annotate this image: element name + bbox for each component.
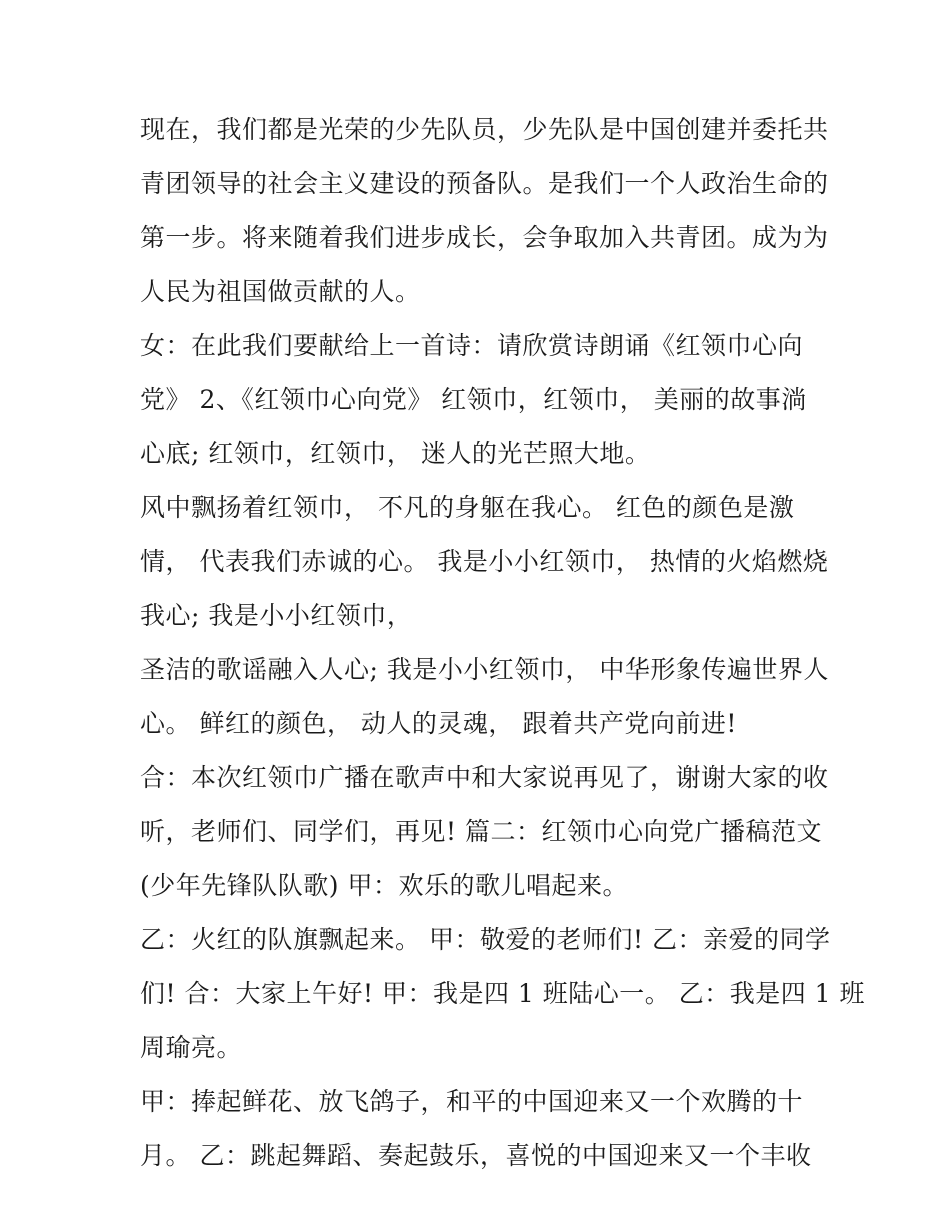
- text-line: 合：本次红领巾广播在歌声中和大家说再见了，谢谢大家的收: [140, 763, 829, 792]
- text-line: 月。 乙：跳起舞蹈、奏起鼓乐，喜悦的中国迎来又一个丰收: [140, 1141, 812, 1170]
- text-line: (少年先锋队队歌) 甲：欢乐的歌儿唱起来。: [140, 871, 628, 900]
- text-line: 人民为祖国做贡献的人。: [140, 277, 421, 306]
- text-line: 心。 鲜红的颜色， 动人的灵魂， 跟着共产党向前进!: [140, 709, 737, 738]
- text-line: 情， 代表我们赤诚的心。 我是小小红领巾， 热情的火焰燃烧: [140, 547, 829, 576]
- text-line: 周瑜亮。: [140, 1033, 243, 1062]
- text-line: 圣洁的歌谣融入人心; 我是小小红领巾， 中华形象传遍世界人: [140, 655, 829, 684]
- text-line: 甲：捧起鲜花、放飞鸽子，和平的中国迎来又一个欢腾的十: [140, 1087, 804, 1116]
- text-line: 我心; 我是小小红领巾，: [140, 601, 413, 630]
- text-line: 听，老师们、同学们，再见! 篇二：红领巾心向党广播稿范文: [140, 817, 822, 846]
- text-line: 风中飘扬着红领巾， 不凡的身躯在我心。 红色的颜色是激: [140, 493, 795, 522]
- document-body: [140, 103, 866, 1183]
- text-line: 女：在此我们要献给上一首诗：请欣赏诗朗诵《红领巾心向: [140, 331, 804, 360]
- text-line: 们! 合：大家上午好! 甲：我是四 1 班陆心一。 乙：我是四 1 班: [140, 979, 866, 1008]
- text-line: 党》 2、《红领巾心向党》 红领巾，红领巾， 美丽的故事淌: [140, 385, 807, 414]
- text-line: 第一步。将来随着我们进步成长，会争取加入共青团。成为为: [140, 223, 829, 252]
- text-line: 心底; 红领巾，红领巾， 迷人的光芒照大地。: [140, 439, 651, 468]
- text-line: 现在，我们都是光荣的少先队员，少先队是中国创建并委托共: [140, 115, 829, 144]
- text-line: 乙：火红的队旗飘起来。 甲：敬爱的老师们! 乙：亲爱的同学: [140, 925, 831, 954]
- text-line: 青团领导的社会主义建设的预备队。是我们一个人政治生命的: [140, 169, 829, 198]
